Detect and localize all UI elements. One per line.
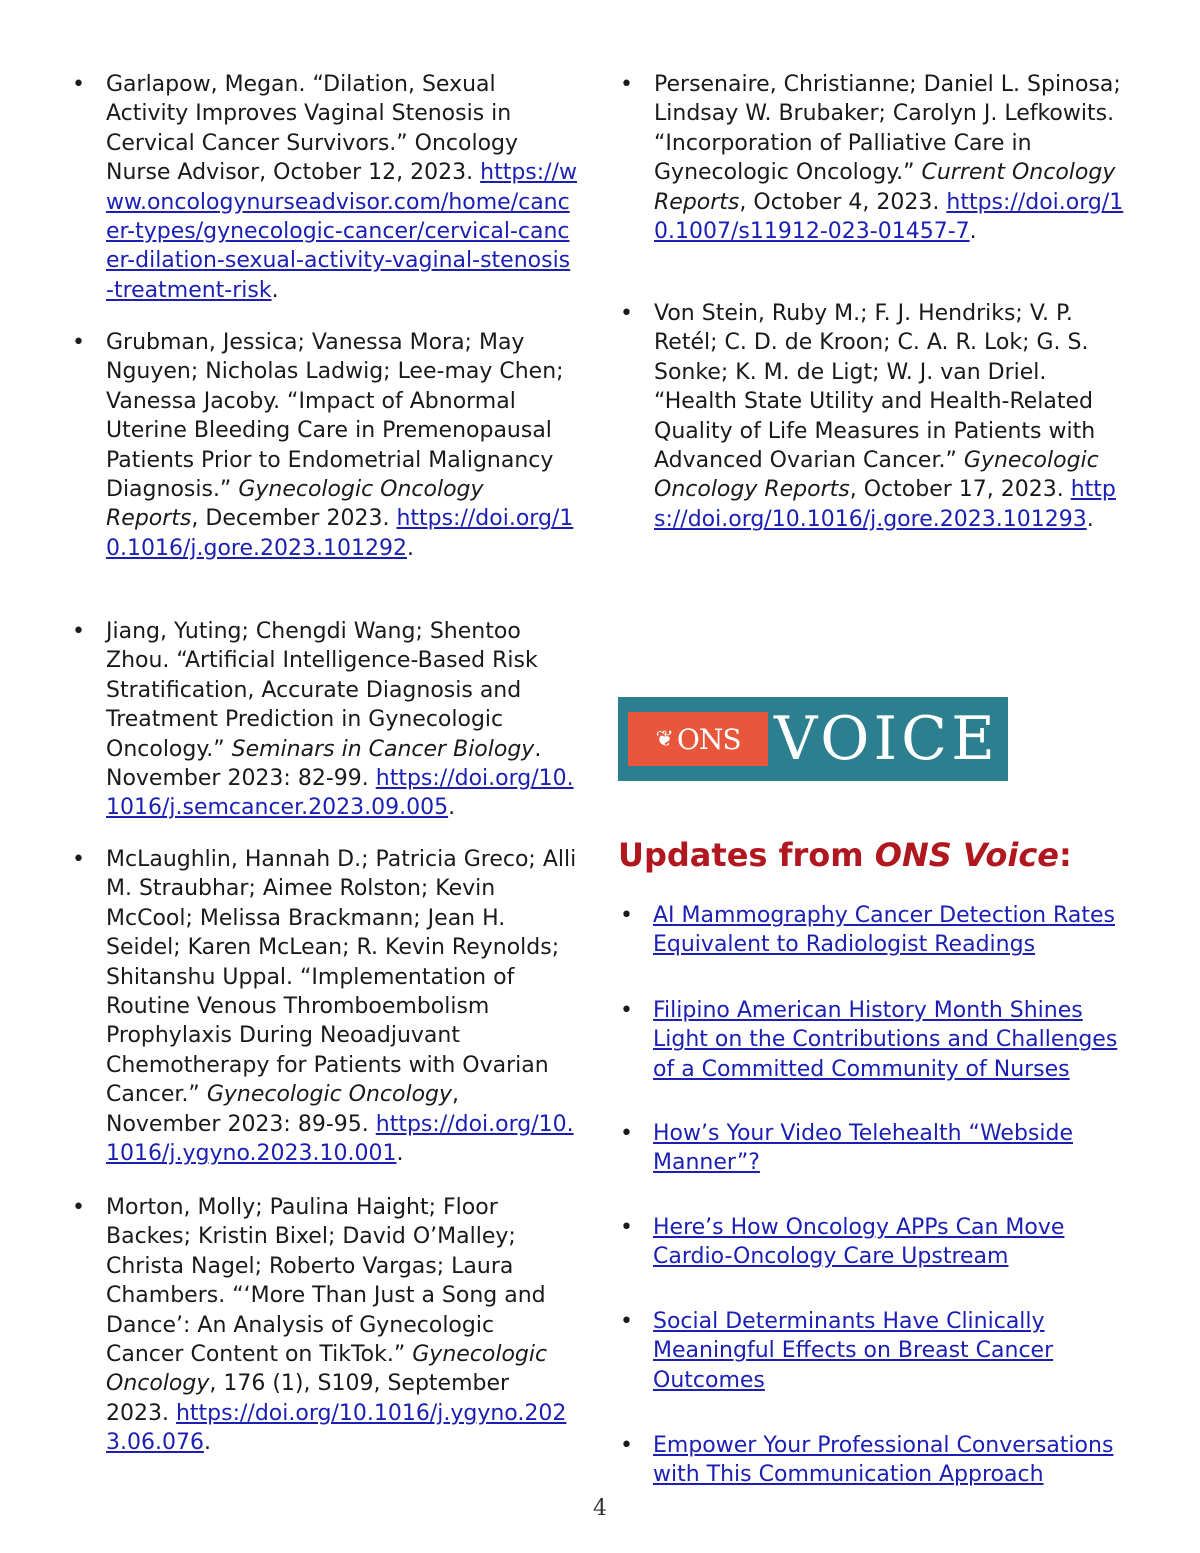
bullet: • <box>72 330 85 355</box>
journal-name: Current Oncology Reports <box>654 160 1116 215</box>
reference-link[interactable]: https://doi.org/10.1016/j.ygyno.2023.06.076 <box>106 1400 567 1456</box>
ons-logo-text: ONS <box>676 722 741 756</box>
bullet: • <box>620 903 633 928</box>
bullet: • <box>620 1121 633 1146</box>
updates-heading-publication: ONS Voice <box>874 836 1059 874</box>
journal-name: Gynecologic Oncology Reports <box>106 477 484 532</box>
reference-details: , 176 (1), S109, September 2023. <box>106 1371 510 1426</box>
updates-heading-prefix: Updates from <box>618 836 875 874</box>
reference-item <box>68 617 578 823</box>
reference-text: Garlapow, Megan. “Dilation, Sexual Activity Improves Vaginal Stenosis in Cervical Cancer Survivors.” Oncology Nurse Advisor, October 12, 2023. <box>106 72 519 186</box>
leaf-icon: ❦ <box>655 726 673 752</box>
bullet: • <box>620 1433 633 1458</box>
article-link[interactable]: How’s Your Video Telehealth “Webside Manner”? <box>653 1121 1073 1176</box>
article-link[interactable]: Empower Your Professional Conversations with This Communication Approach <box>653 1433 1114 1488</box>
journal-name: Gynecologic Oncology Reports <box>654 448 1099 503</box>
page-number: 4 <box>593 1496 607 1521</box>
bullet: • <box>72 619 85 644</box>
reference-item <box>616 70 1126 246</box>
bullet: • <box>620 1309 633 1334</box>
ons-voice-logo <box>618 697 1008 781</box>
bullet: • <box>72 72 85 97</box>
reference-details: , October 4, 2023. <box>739 189 947 215</box>
updates-item <box>616 996 1136 1084</box>
reference-text: Persenaire, Christianne; Daniel L. Spinosa; Lindsay W. Brubaker; Carolyn J. Lefkowits. “Incorporation of Palliative Care in Gynecologic Oncology.” <box>654 72 1121 186</box>
reference-details: , October 17, 2023. <box>849 477 1071 503</box>
reference-text: Jiang, Yuting; Chengdi Wang; Shentoo Zhou. “Artificial Intelligence-Based Risk Stratification, Accurate Diagnosis and Treatment Prediction in Gynecologic Oncology.” <box>106 619 538 762</box>
updates-item <box>616 901 1136 960</box>
reference-end: . <box>271 277 279 303</box>
reference-details: , December 2023. <box>191 506 397 532</box>
bullet: • <box>620 72 633 97</box>
bullet: • <box>620 1215 633 1240</box>
reference-item <box>68 845 578 1168</box>
reference-link[interactable]: https://doi.org/10.1016/j.ygyno.2023.10.001 <box>106 1111 574 1167</box>
reference-link[interactable]: https://doi.org/10.1016/j.semcancer.2023.09.005 <box>106 766 574 821</box>
bullet: • <box>72 1195 85 1220</box>
reference-item <box>68 70 578 305</box>
updates-item <box>616 1213 1136 1272</box>
reference-end: . <box>396 1141 404 1167</box>
updates-heading-suffix: : <box>1058 836 1072 874</box>
updates-heading <box>618 836 1072 874</box>
reference-item <box>68 328 578 563</box>
reference-end: . <box>1086 506 1094 532</box>
ons-logo-badge <box>628 712 768 766</box>
reference-link[interactable]: https://doi.org/10.1016/j.gore.2023.101292 <box>106 506 574 561</box>
journal-name: Seminars in Cancer Biology <box>231 736 535 762</box>
reference-text: Morton, Molly; Paulina Haight; Floor Backes; Kristin Bixel; David O’Malley; Christa Nagel; Roberto Vargas; Laura Chambers. “‘More Than Just a Song and Dance’: An Analysis of Gynecologic Cancer Content on TikTok.” <box>106 1195 546 1368</box>
bullet: • <box>620 301 633 326</box>
reference-item <box>616 299 1126 534</box>
bullet: • <box>72 847 85 872</box>
reference-link[interactable]: https://doi.org/10.1016/j.gore.2023.101293 <box>654 477 1116 532</box>
journal-name: Gynecologic Oncology <box>106 1342 548 1397</box>
article-link[interactable]: Filipino American History Month Shines Light on the Contributions and Challenges of a Committed Community of Nurses <box>653 998 1118 1082</box>
reference-text: Von Stein, Ruby M.; F. J. Hendriks; V. P. Retél; C. D. de Kroon; C. A. R. Lok; G. S. Sonke; K. M. de Ligt; W. J. van Driel. “Health State Utility and Health-Related Quality of Life Measures in Patients with Advanced Ovarian Cancer.” <box>654 301 1096 474</box>
journal-name: Gynecologic Oncology <box>206 1082 453 1108</box>
reference-link[interactable]: https://www.oncologynurseadvisor.com/home/cancer-types/gynecologic-cancer/cervical-cancer-dilation-sexual-activity-vaginal-stenosis-treatment-risk <box>106 160 577 303</box>
reference-end: . <box>406 535 414 561</box>
reference-item <box>68 1193 578 1458</box>
updates-item <box>616 1119 1136 1178</box>
voice-logo-text: VOICE <box>774 704 999 774</box>
article-link[interactable]: Here’s How Oncology APPs Can Move Cardio-Oncology Care Upstream <box>653 1215 1065 1270</box>
updates-item <box>616 1431 1136 1490</box>
reference-text: Grubman, Jessica; Vanessa Mora; May Nguyen; Nicholas Ladwig; Lee-may Chen; Vanessa Jacoby. “Impact of Abnormal Uterine Bleeding Care in Premenopausal Patients Prior to Endometrial Malignancy Diagnosis.” <box>106 330 564 503</box>
bullet: • <box>620 998 633 1023</box>
reference-details: , November 2023: 89-95. <box>106 1082 460 1137</box>
reference-end: . <box>969 219 977 245</box>
updates-item <box>616 1307 1136 1395</box>
reference-text: McLaughlin, Hannah D.; Patricia Greco; Alli M. Straubhar; Aimee Rolston; Kevin McCool; Melissa Brackmann; Jean H. Seidel; Karen McLean; R. Kevin Reynolds; Shitanshu Uppal. “Implementation of Routine Venous Thromboembolism Prophylaxis During Neoadjuvant Chemotherapy for Patients with Ovarian Cancer.” <box>106 847 577 1108</box>
reference-details: . November 2023: 82-99. <box>106 736 542 792</box>
reference-end: . <box>448 795 456 821</box>
reference-end: . <box>203 1430 211 1456</box>
article-link[interactable]: AI Mammography Cancer Detection Rates Equivalent to Radiologist Readings <box>653 903 1115 958</box>
article-link[interactable]: Social Determinants Have Clinically Meaningful Effects on Breast Cancer Outcomes <box>653 1309 1054 1393</box>
reference-link[interactable]: https://doi.org/10.1007/s11912-023-01457-7 <box>654 189 1124 245</box>
